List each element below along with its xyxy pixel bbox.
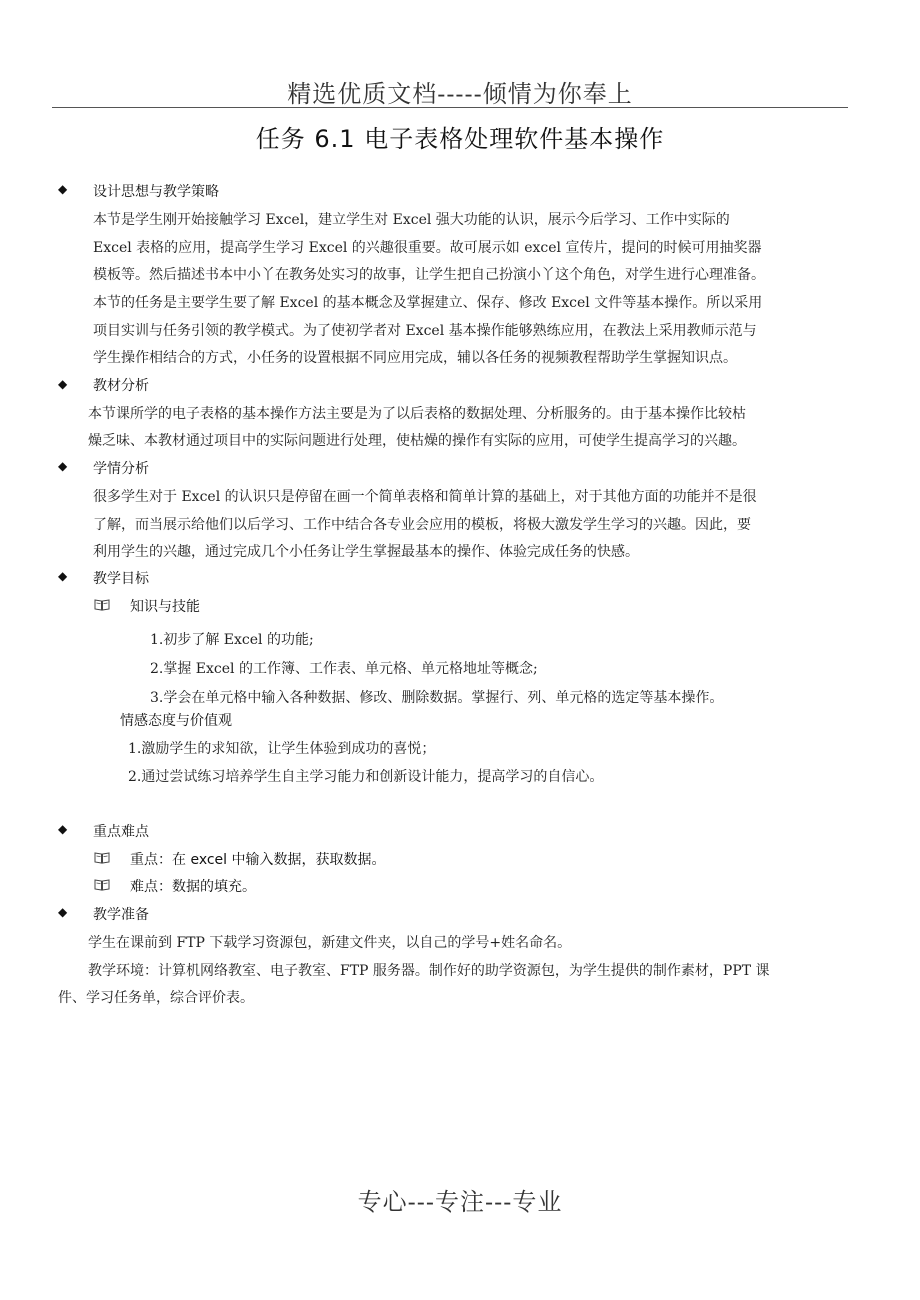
open-book-icon xyxy=(94,851,110,864)
subheading-attitude: 情感态度与价值观 xyxy=(120,713,232,729)
page-footer: 专心---专注---专业 xyxy=(357,1188,563,1216)
document-title: 任务 6.1 电子表格处理软件基本操作 xyxy=(255,125,665,153)
section-heading-keypoints: 重点难点 xyxy=(93,824,149,840)
list-item: 1.初步了解 Excel 的功能; xyxy=(150,632,314,648)
open-book-icon xyxy=(94,598,110,611)
paragraph-line: 本节的任务是主要学生要了解 Excel 的基本概念及掌握建立、保存、修改 Excel 文件等基本操作。所以采用 xyxy=(93,295,763,311)
header-divider xyxy=(52,107,848,108)
section-heading-prep: 教学准备 xyxy=(93,907,149,923)
paragraph-line: 学生操作相结合的方式，小任务的设置根据不同应用完成，辅以各任务的视频教程帮助学生掌握知识点。 xyxy=(93,350,737,366)
paragraph-line: 很多学生对于 Excel 的认识只是停留在画一个简单表格和简单计算的基础上，对于其他方面的功能并不是很 xyxy=(93,489,757,505)
paragraph-line: 了解，而当展示给他们以后学习、工作中结合各专业会应用的模板，将极大激发学生学习的兴趣。因此，要 xyxy=(93,517,751,533)
section-heading-goals: 教学目标 xyxy=(93,571,149,587)
section-heading-design: 设计思想与教学策略 xyxy=(93,184,219,200)
diamond-bullet-icon: ◆ xyxy=(58,459,68,473)
paragraph-line: 模板等。然后描述书本中小丫在教务处实习的故事，让学生把自己扮演小丫这个角色，对学生进行心理准备。 xyxy=(93,267,765,283)
paragraph-line: Excel 表格的应用，提高学生学习 Excel 的兴趣很重要。故可展示如 excel 宣传片，提问的时候可用抽奖器 xyxy=(93,240,762,256)
diamond-bullet-icon: ◆ xyxy=(58,822,68,836)
key-point-text: 重点：在 excel 中输入数据，获取数据。 xyxy=(130,852,386,868)
paragraph-line: 燥乏味、本教材通过项目中的实际问题进行处理，使枯燥的操作有实际的应用，可使学生提高学习的兴趣。 xyxy=(88,433,746,449)
difficulty-text: 难点：数据的填充。 xyxy=(130,879,256,895)
list-item: 3.学会在单元格中输入各种数据、修改、删除数据。掌握行、列、单元格的选定等基本操作。 xyxy=(150,690,724,706)
diamond-bullet-icon: ◆ xyxy=(58,377,68,391)
open-book-icon xyxy=(94,878,110,891)
paragraph-line: 件、学习任务单，综合评价表。 xyxy=(58,990,254,1006)
list-item: 1.激励学生的求知欲，让学生体验到成功的喜悦； xyxy=(128,741,436,757)
section-heading-material: 教材分析 xyxy=(93,378,149,394)
paragraph-line: 利用学生的兴趣，通过完成几个小任务让学生掌握最基本的操作、体验完成任务的快感。 xyxy=(93,544,639,560)
list-item: 2.掌握 Excel 的工作簿、工作表、单元格、单元格地址等概念; xyxy=(150,661,538,677)
subheading-knowledge: 知识与技能 xyxy=(130,599,200,615)
paragraph-line: 教学环境：计算机网络教室、电子教室、FTP 服务器。制作好的助学资源包，为学生提供的制作素材，PPT 课 xyxy=(88,963,770,979)
section-heading-students: 学情分析 xyxy=(93,461,149,477)
diamond-bullet-icon: ◆ xyxy=(58,182,68,196)
paragraph-line: 学生在课前到 FTP 下载学习资源包，新建文件夹，以自己的学号+姓名命名。 xyxy=(88,935,572,951)
paragraph-line: 项目实训与任务引领的教学模式。为了使初学者对 Excel 基本操作能够熟练应用，在教法上采用教师示范与 xyxy=(93,323,757,339)
list-item: 2.通过尝试练习培养学生自主学习能力和创新设计能力，提高学习的自信心。 xyxy=(128,769,604,785)
paragraph-line: 本节是学生刚开始接触学习 Excel，建立学生对 Excel 强大功能的认识，展示今后学习、工作中实际的 xyxy=(93,212,730,228)
diamond-bullet-icon: ◆ xyxy=(58,569,68,583)
diamond-bullet-icon: ◆ xyxy=(58,905,68,919)
paragraph-line: 本节课所学的电子表格的基本操作方法主要是为了以后表格的数据处理、分析服务的。由于基本操作比较枯 xyxy=(88,406,746,422)
page-header: 精选优质文档-----倾情为你奉上 xyxy=(287,80,633,108)
